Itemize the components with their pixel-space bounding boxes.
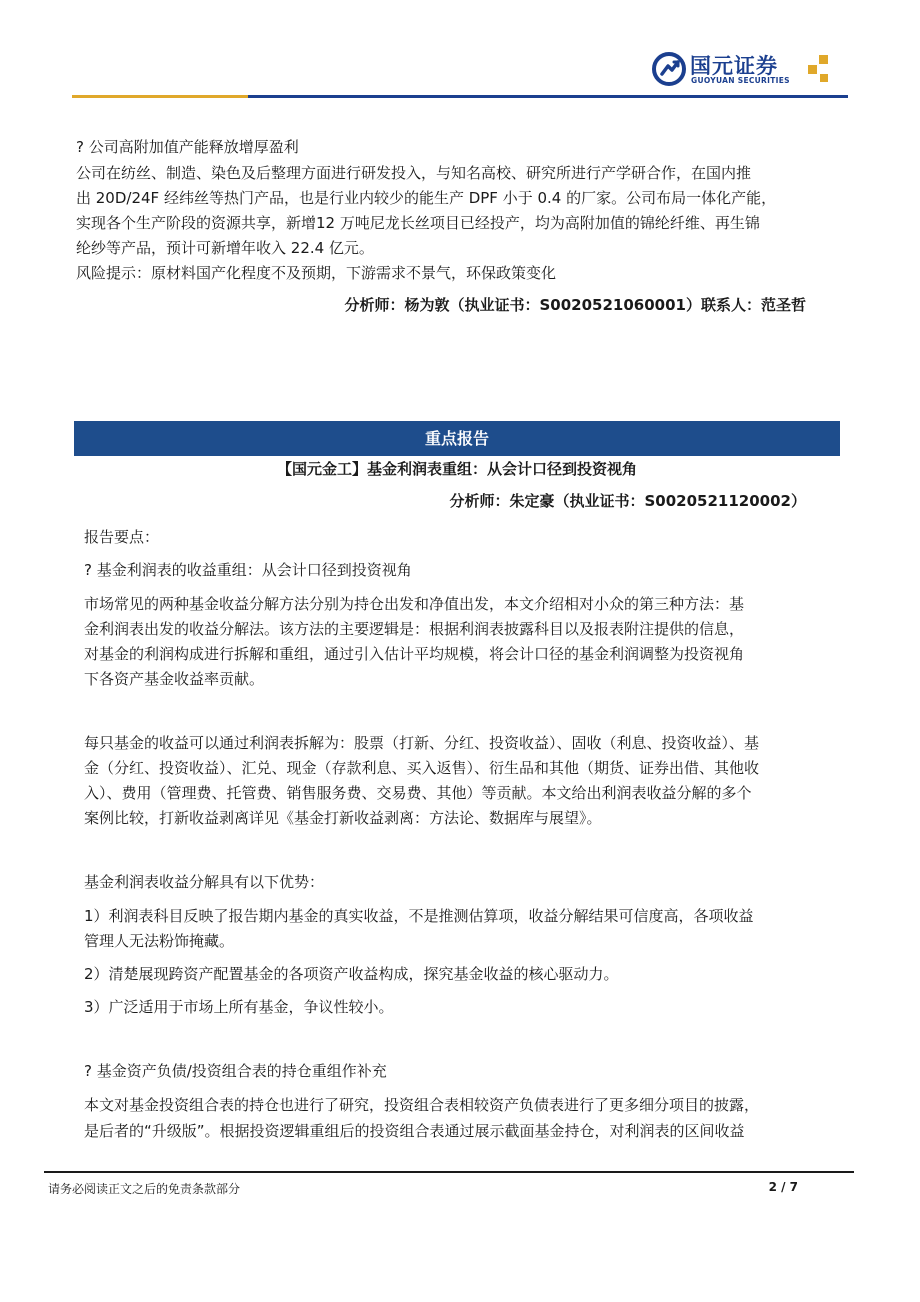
bullet-heading: ? 基金资产负债/投资组合表的持仓重组作补充 — [84, 1062, 387, 1080]
body-line: 市场常见的两种基金收益分解方法分别为持仓出发和净值出发，本文介绍相对小众的第三种方法：基 — [84, 595, 745, 613]
body-line: 是后者的“升级版”。根据投资逻辑重组后的投资组合表通过展示截面基金持仓，对利润表的区间收益 — [84, 1122, 745, 1140]
advantages-intro: 基金利润表收益分解具有以下优势： — [84, 873, 325, 891]
body-line: 出 20D/24F 经纬丝等热门产品，也是行业内较少的能生产 DPF 小于 0.4 的厂家。公司布局一体化产能， — [76, 189, 777, 207]
analyst-credit: 分析师：杨为敦（执业证书：S0020521060001）联系人：范圣哲 — [344, 296, 806, 314]
summary-label: 报告要点： — [84, 528, 160, 546]
bullet-heading: ? 基金利润表的收益重组：从会计口径到投资视角 — [84, 561, 412, 579]
body-line: 实现各个生产阶段的资源共享，新增12 万吨尼龙长丝项目已经投产，均为高附加值的锦纶纤维、再生锦 — [76, 214, 760, 232]
footer-rule — [44, 1171, 854, 1173]
logo-english-name: GUOYUAN SECURITIES — [691, 76, 790, 85]
body-line: 下各资产基金收益率贡献。 — [84, 670, 265, 688]
body-line: 公司在纺丝、制造、染色及后整理方面进行研发投入，与知名高校、研究所进行产学研合作，在国内推 — [76, 164, 752, 182]
bullet-heading: ? 公司高附加值产能释放增厚盈利 — [76, 138, 299, 156]
page-number: 2 / 7 — [768, 1180, 798, 1194]
header-rule-blue — [248, 95, 848, 98]
logo-chinese-name: 国元证券 — [690, 54, 778, 78]
body-line: 入）、费用（管理费、托管费、销售服务费、交易费、其他）等贡献。本文给出利润表收益分解的多个 — [84, 784, 752, 802]
advantage-item: 1）利润表科目反映了报告期内基金的真实收益，不是推测估算项，收益分解结果可信度高，各项收益 — [84, 907, 754, 925]
body-line: 本文对基金投资组合表的持仓也进行了研究，投资组合表相较资产负债表进行了更多细分项目的披露， — [84, 1096, 760, 1114]
body-line: 案例比较，打新收益剥离详见《基金打新收益剥离：方法论、数据库与展望》。 — [84, 809, 602, 827]
body-line: 对基金的利润构成进行拆解和重组，通过引入估计平均规模，将会计口径的基金利润调整为投资视角 — [84, 645, 745, 663]
body-line: 金（分红、投资收益）、汇兑、现金（存款利息、买入返售）、衍生品和其他（期货、证券出借、其他收 — [84, 759, 760, 777]
header-rule-gold — [72, 95, 248, 98]
report-title: 【国元金工】基金利润表重组：从会计口径到投资视角 — [276, 460, 637, 478]
section-banner: 重点报告 — [74, 421, 840, 456]
risk-note: 风险提示：原材料国产化程度不及预期，下游需求不景气，环保政策变化 — [76, 264, 557, 282]
logo-squares-icon — [802, 54, 832, 84]
body-line: 每只基金的收益可以通过利润表拆解为：股票（打新、分红、投资收益）、固收（利息、投资收益）、基 — [84, 734, 760, 752]
body-line: 金利润表出发的收益分解法。该方法的主要逻辑是：根据利润表披露科目以及报表附注提供的信息， — [84, 620, 745, 638]
footer-disclaimer: 请务必阅读正文之后的免责条款部分 — [48, 1182, 241, 1196]
advantage-item: 管理人无法粉饰掩藏。 — [84, 932, 235, 950]
analyst-credit: 分析师：朱定豪（执业证书：S0020521120002） — [449, 492, 806, 510]
company-logo — [652, 50, 837, 90]
body-line: 纶纱等产品，预计可新增年收入 22.4 亿元。 — [76, 239, 374, 257]
logo-emblem-icon — [652, 52, 686, 86]
advantage-item: 3）广泛适用于市场上所有基金，争议性较小。 — [84, 998, 394, 1016]
advantage-item: 2）清楚展现跨资产配置基金的各项资产收益构成，探究基金收益的核心驱动力。 — [84, 965, 619, 983]
